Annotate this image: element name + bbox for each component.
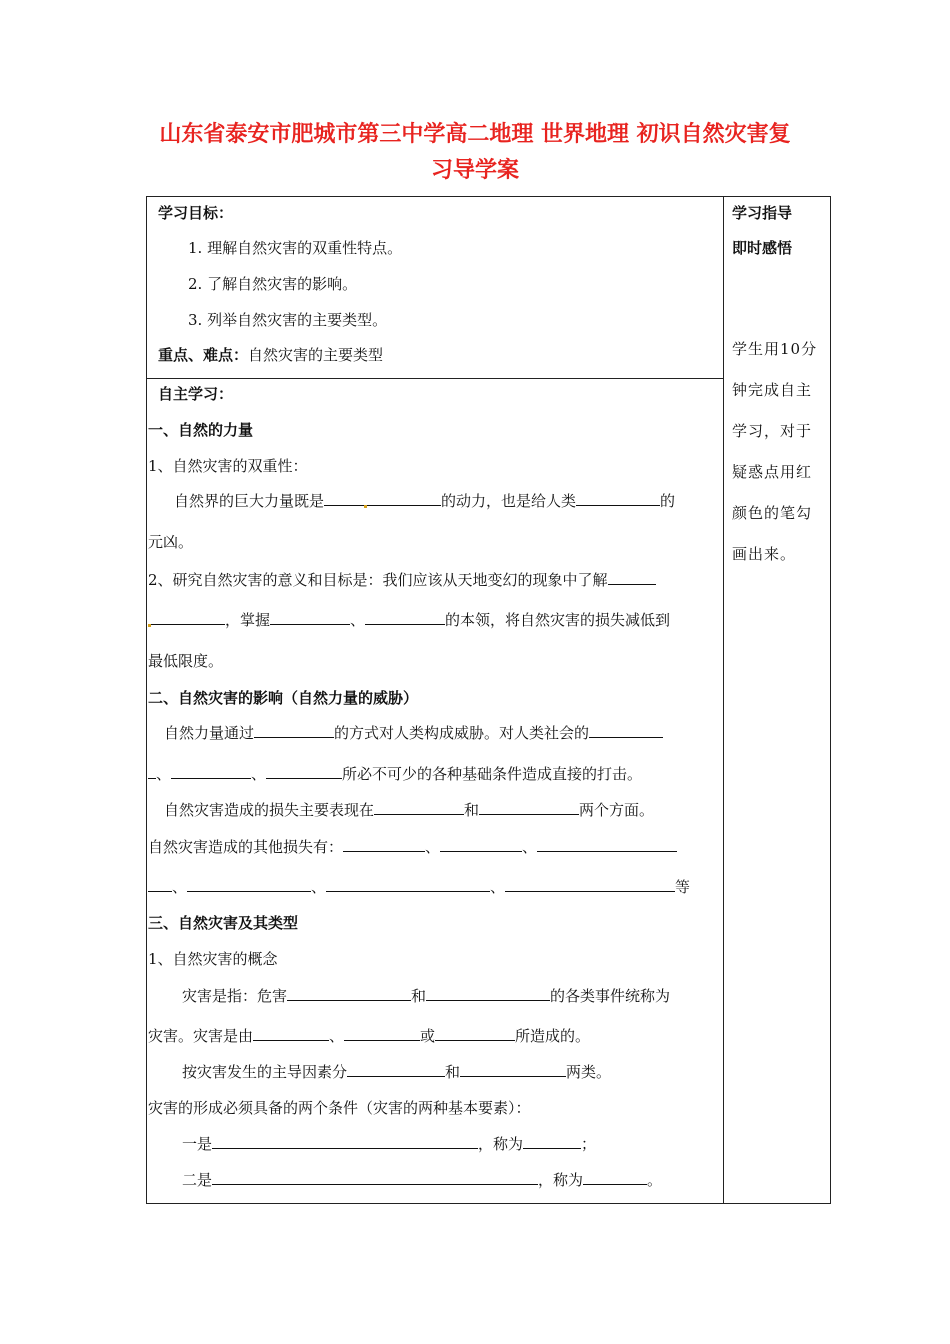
row-divider: [146, 378, 724, 379]
section-3-title: 三、自然灾害及其类型: [148, 914, 299, 932]
s1-question-2-cont: [148, 610, 670, 630]
blank: [343, 837, 425, 852]
title-line-2: 习导学案: [430, 158, 519, 183]
side-guide-label: 学习指导: [732, 204, 793, 222]
section-1-title: 一、自然的力量: [148, 421, 254, 439]
blank: [254, 723, 334, 738]
blank: [324, 491, 364, 506]
text: 或: [420, 1027, 436, 1045]
blank: [266, 764, 342, 779]
text: ，掌握: [225, 611, 271, 629]
s2-paragraph-1: [164, 723, 663, 743]
s1-question-2-end: 最低限度。: [148, 652, 224, 670]
text: 和: [411, 987, 427, 1005]
blank: [151, 610, 225, 625]
text: 、: [311, 878, 327, 896]
s1-question-1: 1、自然灾害的双重性：: [148, 457, 308, 475]
s3-paragraph-2: [182, 1062, 611, 1082]
objective-item: 2. 了解自然灾害的影响。: [188, 275, 358, 293]
blank: [365, 610, 445, 625]
objectives-heading: 学习目标：: [158, 204, 234, 222]
side-note: 学生用10分钟完成自主学习，对于疑惑点用红颜色的笔勾画出来。: [732, 340, 818, 563]
text: 按灾害发生的主导因素分: [182, 1063, 348, 1081]
text: 、: [522, 838, 538, 856]
text: 自然力量通过: [164, 724, 255, 742]
blank: [537, 837, 677, 852]
text: 、: [350, 611, 366, 629]
text: 和: [445, 1063, 461, 1081]
text: 的本领，将自然灾害的损失减低到: [445, 611, 671, 629]
blank: [253, 1026, 329, 1041]
key-points-text: 自然灾害的主要类型: [248, 346, 384, 364]
blank: [435, 1026, 515, 1041]
blank: [374, 800, 464, 815]
s2-paragraph-1-cont: [148, 764, 642, 784]
blank: [460, 1062, 566, 1077]
key-points: [158, 345, 383, 365]
blank: [270, 610, 350, 625]
blank: [148, 877, 172, 892]
blank: [187, 877, 311, 892]
s3-condition-2: [182, 1170, 662, 1190]
text: 的: [660, 492, 676, 510]
key-points-label: 重点、难点：: [158, 346, 249, 364]
text: 2、研究自然灾害的意义和目标是：我们应该从天地变幻的现象中了解: [148, 571, 608, 589]
text: ，称为: [538, 1171, 584, 1189]
blank: [440, 837, 522, 852]
text: 两个方面。: [579, 801, 655, 819]
text: 、: [172, 878, 188, 896]
blank: [148, 764, 156, 779]
text: 等: [675, 878, 691, 896]
side-insight-label: 即时感悟: [732, 239, 793, 257]
blank: [344, 1026, 420, 1041]
blank: [479, 800, 579, 815]
s2-paragraph-3: [148, 837, 677, 857]
text: 二是: [182, 1171, 213, 1189]
blank: [212, 1134, 478, 1149]
blank: [171, 764, 251, 779]
text: 、: [251, 765, 267, 783]
blank: [287, 986, 411, 1001]
blank: [367, 491, 441, 506]
text: 、: [156, 765, 172, 783]
text: 自然灾害造成的其他损失有：: [148, 838, 344, 856]
blank: [608, 570, 656, 585]
s3-question-1: 1、自然灾害的概念: [148, 950, 278, 968]
text: ；: [581, 1135, 597, 1153]
blank: [212, 1170, 538, 1185]
text: 自然灾害造成的损失主要表现在: [164, 801, 375, 819]
blank: [589, 723, 663, 738]
blank: [523, 1134, 581, 1149]
text: 。: [647, 1171, 663, 1189]
s1-question-2: [148, 570, 656, 590]
text: 的动力，也是给人类: [441, 492, 577, 510]
text: 、: [425, 838, 441, 856]
text: 的各类事件统称为: [550, 987, 671, 1005]
text: 自然界的巨大力量既是: [174, 492, 325, 510]
s2-paragraph-2: [164, 800, 654, 820]
text: 灾害是指：危害: [182, 987, 288, 1005]
blank: [347, 1062, 445, 1077]
text: ，称为: [478, 1135, 524, 1153]
text: 所必不可少的各种基础条件造成直接的打击。: [342, 765, 643, 783]
s3-paragraph-3: 灾害的形成必须具备的两个条件（灾害的两种基本要素）：: [148, 1099, 531, 1117]
self-study-heading: 自主学习：: [158, 385, 234, 403]
s3-paragraph-1: [182, 986, 670, 1006]
section-2-title: 二、自然灾害的影响（自然力量的威胁）: [148, 689, 419, 707]
blank: [505, 877, 675, 892]
text: 两类。: [566, 1063, 612, 1081]
s1-paragraph-1: [174, 491, 675, 511]
blank: [583, 1170, 647, 1185]
text: 和: [464, 801, 480, 819]
s3-paragraph-1-cont: [148, 1026, 590, 1046]
column-divider: [723, 196, 724, 1204]
text: 灾害。灾害是由: [148, 1027, 254, 1045]
text: 、: [490, 878, 506, 896]
blank: [426, 986, 550, 1001]
s2-paragraph-3-cont: [148, 877, 690, 897]
s1-paragraph-1-cont: 元凶。: [148, 533, 194, 551]
text: 、: [329, 1027, 345, 1045]
objective-item: 1. 理解自然灾害的双重性特点。: [188, 239, 403, 257]
blank: [576, 491, 660, 506]
objective-item: 3. 列举自然灾害的主要类型。: [188, 311, 388, 329]
s3-condition-1: [182, 1134, 596, 1154]
text: 的方式对人类构成威胁。对人类社会的: [334, 724, 590, 742]
text: 所造成的。: [515, 1027, 591, 1045]
blank: [326, 877, 490, 892]
title-line-1: 山东省泰安市肥城市第三中学高二地理 世界地理 初识自然灾害复: [159, 122, 791, 147]
text: 一是: [182, 1135, 213, 1153]
